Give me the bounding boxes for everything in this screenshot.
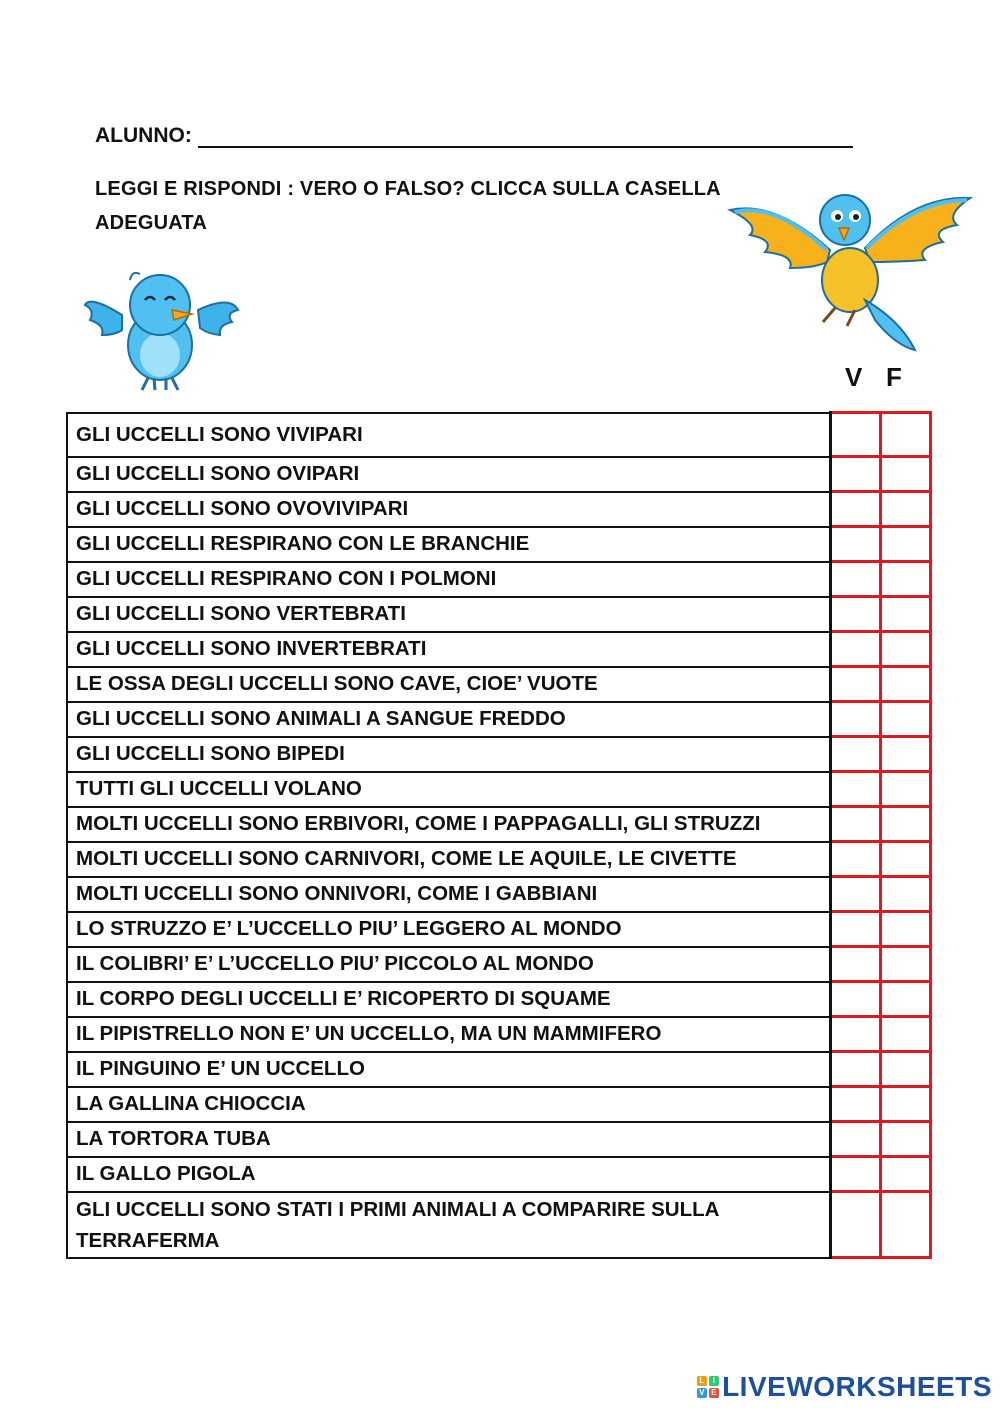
question-row — [67, 912, 931, 947]
answer-true-box[interactable] — [830, 737, 880, 772]
answer-false-box[interactable] — [880, 772, 930, 807]
question-text: GLI UCCELLI SONO OVOVIVIPARI — [67, 492, 830, 527]
brand-name: LIVEWORKSHEETS — [722, 1371, 992, 1402]
question-text: GLI UCCELLI SONO BIPEDI — [67, 737, 830, 772]
blue-bird-illustration — [60, 250, 260, 400]
question-text: IL PIPISTRELLO NON E’ UN UCCELLO, MA UN MAMMIFERO — [67, 1017, 830, 1052]
liveworksheets-logo-icon: L I V E — [697, 1376, 719, 1398]
question-text: GLI UCCELLI SONO INVERTEBRATI — [67, 632, 830, 667]
question-text: IL PINGUINO E’ UN UCCELLO — [67, 1052, 830, 1087]
answer-false-box[interactable] — [880, 1192, 930, 1258]
answer-false-box[interactable] — [880, 1157, 930, 1192]
question-text: MOLTI UCCELLI SONO ONNIVORI, COME I GABBIANI — [67, 877, 830, 912]
answer-true-box[interactable] — [830, 492, 880, 527]
answer-true-box[interactable] — [830, 527, 880, 562]
question-row — [67, 1157, 931, 1192]
answer-true-box[interactable] — [830, 877, 880, 912]
answer-true-box[interactable] — [830, 1157, 880, 1192]
answer-false-box[interactable] — [880, 842, 930, 877]
answer-false-box[interactable] — [880, 667, 930, 702]
answer-false-box[interactable] — [880, 1052, 930, 1087]
answer-false-box[interactable] — [880, 1122, 930, 1157]
answer-true-box[interactable] — [830, 562, 880, 597]
answer-true-box[interactable] — [830, 457, 880, 492]
answer-false-box[interactable] — [880, 492, 930, 527]
answer-false-box[interactable] — [880, 947, 930, 982]
question-text: TUTTI GLI UCCELLI VOLANO — [67, 772, 830, 807]
question-row — [67, 667, 931, 702]
true-false-table — [66, 411, 932, 1259]
question-row — [67, 982, 931, 1017]
answer-true-box[interactable] — [830, 413, 880, 457]
liveworksheets-logo — [697, 1371, 992, 1403]
answer-true-box[interactable] — [830, 597, 880, 632]
answer-false-box[interactable] — [880, 737, 930, 772]
question-text: MOLTI UCCELLI SONO ERBIVORI, COME I PAPPAGALLI, GLI STRUZZI — [67, 807, 830, 842]
question-row — [67, 947, 931, 982]
instructions: LEGGI E RISPONDI : VERO O FALSO? CLICCA SULLA CASELLA ADEGUATA — [95, 178, 721, 234]
question-row — [67, 842, 931, 877]
flying-bird-illustration — [715, 180, 995, 370]
true-column-header: V — [845, 362, 863, 392]
question-text: IL GALLO PIGOLA — [67, 1157, 830, 1192]
answer-false-box[interactable] — [880, 702, 930, 737]
answer-false-box[interactable] — [880, 632, 930, 667]
answer-true-box[interactable] — [830, 807, 880, 842]
answer-false-box[interactable] — [880, 413, 930, 457]
question-row — [67, 527, 931, 562]
answer-false-box[interactable] — [880, 1087, 930, 1122]
question-text: MOLTI UCCELLI SONO CARNIVORI, COME LE AQUILE, LE CIVETTE — [67, 842, 830, 877]
answer-true-box[interactable] — [830, 667, 880, 702]
question-row — [67, 492, 931, 527]
answer-true-box[interactable] — [830, 912, 880, 947]
answer-false-box[interactable] — [880, 912, 930, 947]
student-name-line — [198, 122, 853, 148]
student-name-row — [95, 122, 853, 148]
question-text: GLI UCCELLI RESPIRANO CON LE BRANCHIE — [67, 527, 830, 562]
question-row — [67, 737, 931, 772]
answer-true-box[interactable] — [830, 1192, 880, 1258]
answer-true-box[interactable] — [830, 1052, 880, 1087]
answer-true-box[interactable] — [830, 1122, 880, 1157]
answer-true-box[interactable] — [830, 842, 880, 877]
answer-true-box[interactable] — [830, 947, 880, 982]
question-text: LE OSSA DEGLI UCCELLI SONO CAVE, CIOE’ VUOTE — [67, 667, 830, 702]
answer-false-box[interactable] — [880, 877, 930, 912]
question-row — [67, 632, 931, 667]
answer-true-box[interactable] — [830, 982, 880, 1017]
question-text: LA TORTORA TUBA — [67, 1122, 830, 1157]
question-row — [67, 1087, 931, 1122]
question-row — [67, 772, 931, 807]
question-row — [67, 702, 931, 737]
question-text: IL CORPO DEGLI UCCELLI E’ RICOPERTO DI SQUAME — [67, 982, 830, 1017]
answer-true-box[interactable] — [830, 1017, 880, 1052]
question-text: GLI UCCELLI SONO VERTEBRATI — [67, 597, 830, 632]
question-row — [67, 562, 931, 597]
question-row — [67, 1017, 931, 1052]
answer-false-box[interactable] — [880, 807, 930, 842]
question-row — [67, 1052, 931, 1087]
question-row — [67, 807, 931, 842]
question-text: GLI UCCELLI SONO OVIPARI — [67, 457, 830, 492]
false-column-header: F — [886, 362, 902, 392]
question-text: GLI UCCELLI RESPIRANO CON I POLMONI — [67, 562, 830, 597]
question-row — [67, 877, 931, 912]
answer-true-box[interactable] — [830, 1087, 880, 1122]
answer-true-box[interactable] — [830, 632, 880, 667]
question-text: LO STRUZZO E’ L’UCCELLO PIU’ LEGGERO AL MONDO — [67, 912, 830, 947]
question-row — [67, 1192, 931, 1258]
answer-false-box[interactable] — [880, 597, 930, 632]
student-label: ALUNNO: — [95, 124, 192, 147]
question-text: GLI UCCELLI SONO ANIMALI A SANGUE FREDDO — [67, 702, 830, 737]
question-row — [67, 1122, 931, 1157]
question-text: GLI UCCELLI SONO STATI I PRIMI ANIMALI A COMPARIRE SULLA TERRAFERMA — [67, 1192, 830, 1258]
question-row — [67, 413, 931, 457]
question-row — [67, 597, 931, 632]
answer-false-box[interactable] — [880, 562, 930, 597]
question-row — [67, 457, 931, 492]
question-text: GLI UCCELLI SONO VIVIPARI — [67, 413, 830, 457]
answer-false-box[interactable] — [880, 982, 930, 1017]
answer-false-box[interactable] — [880, 457, 930, 492]
answer-false-box[interactable] — [880, 527, 930, 562]
answer-false-box[interactable] — [880, 1017, 930, 1052]
answer-true-box[interactable] — [830, 772, 880, 807]
answer-true-box[interactable] — [830, 702, 880, 737]
question-text: LA GALLINA CHIOCCIA — [67, 1087, 830, 1122]
question-text: IL COLIBRI’ E’ L’UCCELLO PIU’ PICCOLO AL MONDO — [67, 947, 830, 982]
